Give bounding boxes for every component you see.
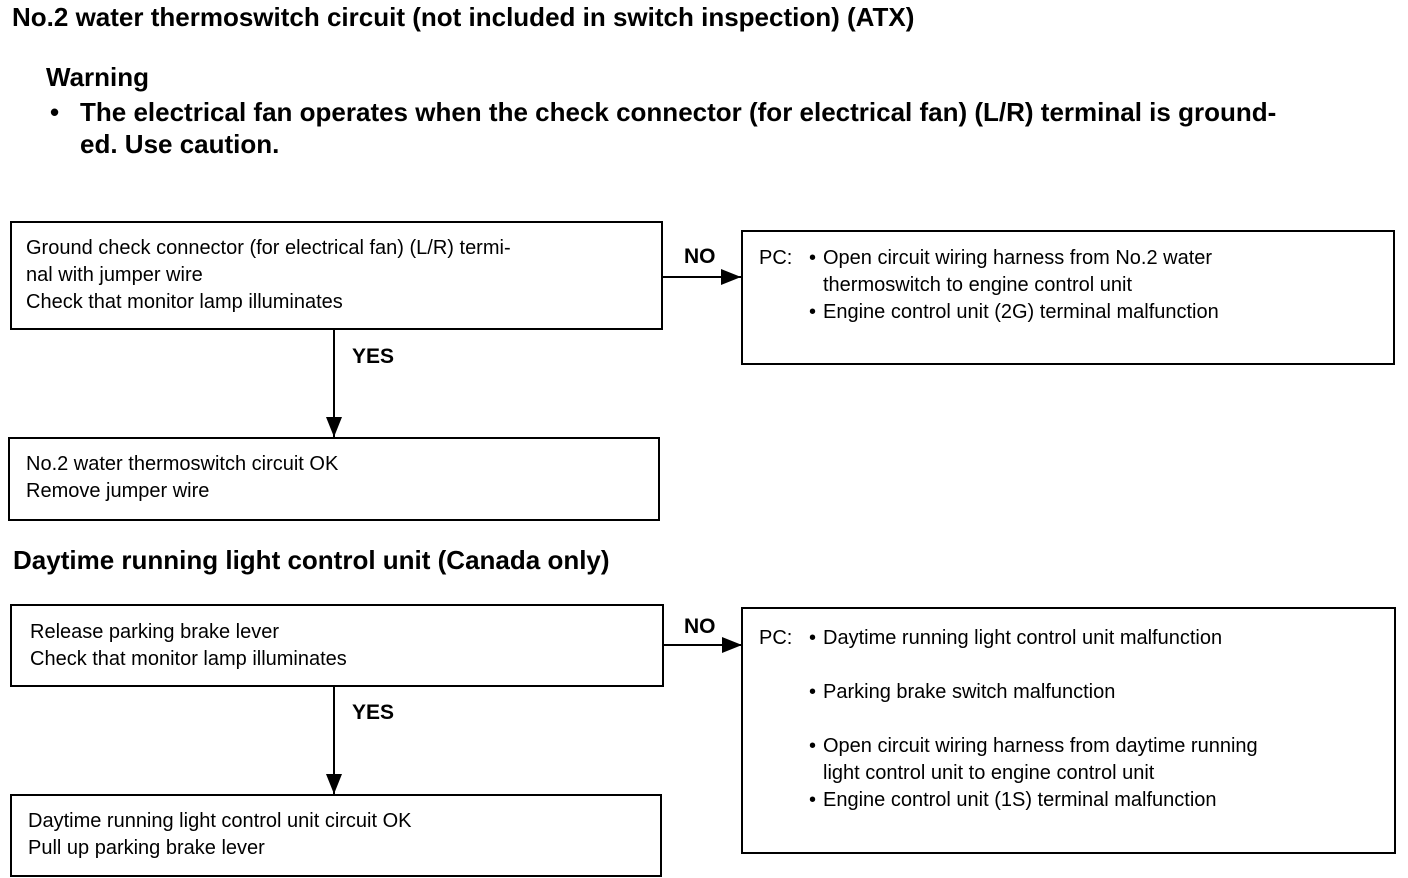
pc-item-line: thermoswitch to engine control unit xyxy=(823,274,1133,296)
check-box-1-line: Ground check connector (for electrical fan) (L/R) termi- xyxy=(26,237,511,259)
check-box-2-line: Release parking brake lever xyxy=(30,621,280,643)
section1-title: No.2 water thermoswitch circuit (not included in switch inspection) (ATX) xyxy=(12,2,915,32)
pc-bullet: • xyxy=(809,789,817,811)
check-box-1-line: Check that monitor lamp illuminates xyxy=(26,291,343,313)
pc-item-line: Open circuit wiring harness from daytime running xyxy=(823,735,1258,757)
yes-label-1: YES xyxy=(352,345,395,368)
check-box-2 xyxy=(10,604,664,687)
ok-box-2-line: Daytime running light control unit circuit OK xyxy=(28,810,412,832)
pc-item-line: Daytime running light control unit malfunction xyxy=(823,627,1223,649)
pc-label-1: PC: xyxy=(759,247,793,269)
no-label-1: NO xyxy=(684,245,716,268)
pc-box-1 xyxy=(741,230,1395,365)
check-box-2-line: Check that monitor lamp illuminates xyxy=(30,648,347,670)
ok-box-2 xyxy=(10,794,662,877)
pc-item-line: Parking brake switch malfunction xyxy=(823,681,1116,703)
pc-label-2: PC: xyxy=(759,627,793,649)
pc-bullet: • xyxy=(809,735,817,757)
pc-bullet: • xyxy=(809,627,817,649)
ok-box-1-line: No.2 water thermoswitch circuit OK xyxy=(26,453,339,475)
pc-item-line: Engine control unit (2G) terminal malfunction xyxy=(823,301,1219,323)
warning-bullet: • xyxy=(50,97,60,127)
ok-box-1 xyxy=(8,437,660,521)
ok-box-1-line: Remove jumper wire xyxy=(26,480,210,502)
warning-title: Warning xyxy=(46,62,150,92)
pc-bullet: • xyxy=(809,681,817,703)
pc-bullet: • xyxy=(809,301,817,323)
check-box-1-line: nal with jumper wire xyxy=(26,264,203,286)
section2-title: Daytime running light control unit (Canada only) xyxy=(13,545,610,575)
warning-line-1: The electrical fan operates when the check connector (for electrical fan) (L/R) terminal is ground- xyxy=(80,97,1277,127)
pc-item-line: Open circuit wiring harness from No.2 water xyxy=(823,247,1213,269)
pc-bullet: • xyxy=(809,247,817,269)
pc-item-line: Engine control unit (1S) terminal malfunction xyxy=(823,789,1217,811)
yes-label-2: YES xyxy=(352,701,395,724)
no-label-2: NO xyxy=(684,615,716,638)
pc-item-line: light control unit to engine control unit xyxy=(823,762,1155,784)
warning-line-2: ed. Use caution. xyxy=(80,129,280,159)
ok-box-2-line: Pull up parking brake lever xyxy=(28,837,265,859)
check-box-1 xyxy=(10,221,663,330)
pc-box-2 xyxy=(741,607,1396,854)
